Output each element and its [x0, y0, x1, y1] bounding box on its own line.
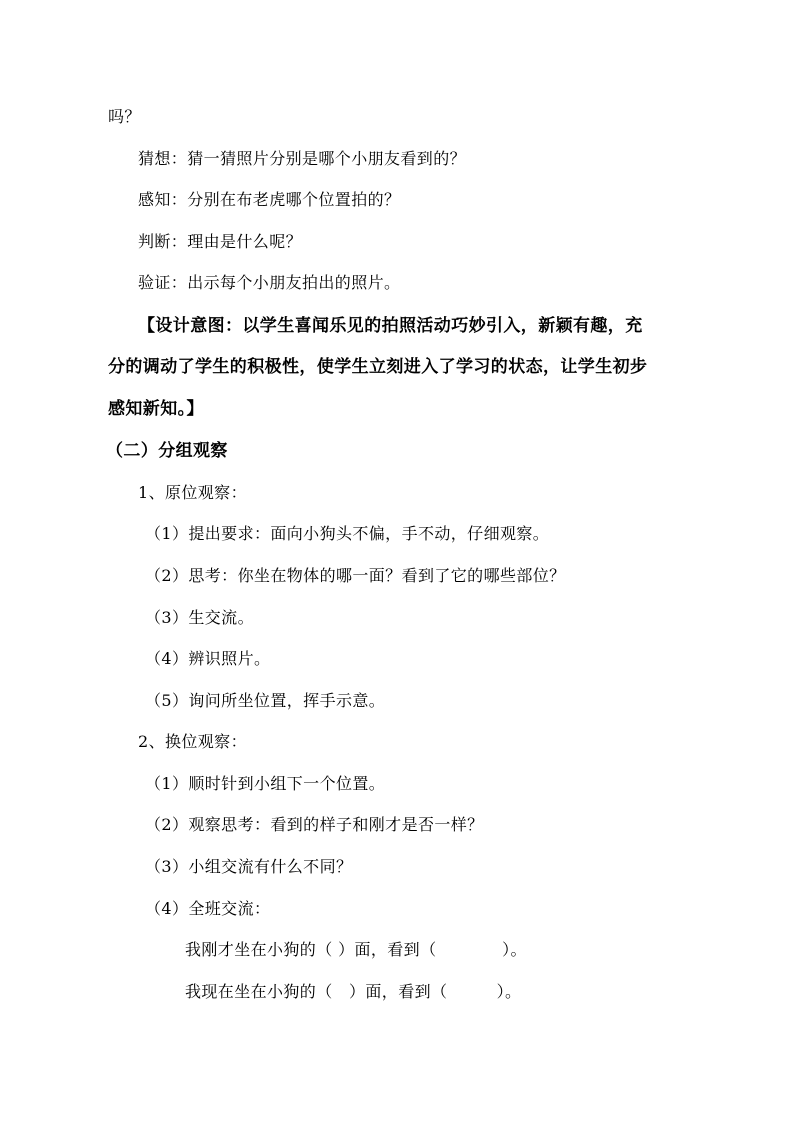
- list-item: （2）观察思考：看到的样子和刚才是否一样？: [145, 815, 484, 834]
- fill-blank-sentence: 我刚才坐在小狗的（ ）面，看到（ ）。: [185, 940, 527, 959]
- design-intent-line: 感知新知。】: [108, 399, 204, 419]
- text-line: 验证：出示每个小朋友拍出的照片。: [138, 273, 401, 292]
- list-item: （1）提出要求：面向小狗头不偏，手不动，仔细观察。: [145, 524, 550, 543]
- text-line: 吗？: [108, 107, 141, 126]
- list-item: （2）思考：你坐在物体的哪一面？看到了它的哪些部位？: [145, 566, 566, 585]
- text-line: 判断：理由是什么呢？: [138, 232, 303, 251]
- text-line: 猜想：猜一猜照片分别是哪个小朋友看到的？: [138, 149, 467, 168]
- list-item: （4）全班交流：: [145, 899, 271, 918]
- list-item: （4）辨识照片。: [145, 649, 271, 668]
- list-item: （3）生交流。: [145, 608, 254, 627]
- design-intent-line: 【设计意图：以学生喜闻乐见的拍照活动巧妙引入，新颖有趣，充: [138, 316, 643, 336]
- list-item: （5）询问所坐位置，挥手示意。: [145, 691, 386, 710]
- design-intent-line: 分的调动了学生的积极性，使学生立刻进入了学习的状态，让学生初步: [108, 357, 648, 377]
- list-item: （1）顺时针到小组下一个位置。: [145, 774, 386, 793]
- list-item: （3）小组交流有什么不同？: [145, 857, 353, 876]
- subsection-heading: 1、原位观察：: [138, 483, 247, 502]
- subsection-heading: 2、换位观察：: [138, 732, 247, 751]
- text-line: 感知：分别在布老虎哪个位置拍的？: [138, 190, 401, 209]
- section-heading: （二）分组观察: [106, 441, 228, 461]
- fill-blank-sentence: 我现在坐在小狗的（ ）面，看到（ ）。: [185, 982, 522, 1001]
